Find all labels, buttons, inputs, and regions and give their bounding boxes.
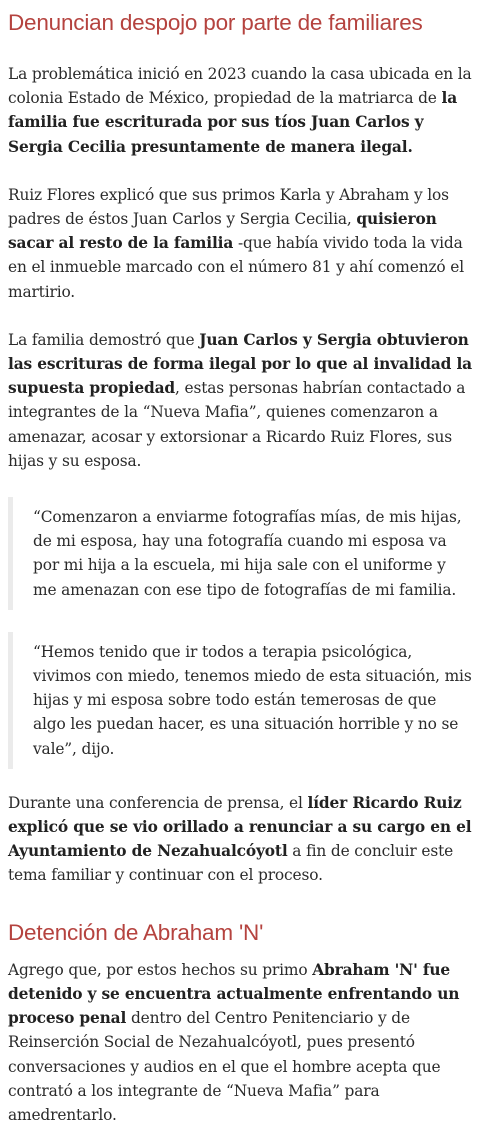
paragraph-bold-text: Juan Carlos y Sergia obtuvieron las escrituras de forma ilegal por lo que al invalidad la supuesta propiedad xyxy=(8,330,472,398)
paragraph-text: -que había vivido toda la vida en el inmueble marcado con el número 81 y ahí comenzó el martirio. xyxy=(8,234,465,301)
paragraph-text: La problemática inició en 2023 cuando la casa ubicada en la colonia Estado de México, propiedad de la matriarca de xyxy=(8,65,472,108)
paragraph-text: dentro del Centro Penitenciario y de Reinserción Social de Nezahualcóyotl, pues presentó conversaciones y audios en el que el hombre acepta que contrató a los integrante de “Nueva Mafia” para amedrentarlo. xyxy=(8,1009,441,1124)
paragraph-text: Ruiz Flores explicó que sus primos Karla y Abraham y los padres de éstos Juan Carlos y Sergia Cecilia, xyxy=(8,185,449,229)
paragraph-text: , estas personas habrían contactado a integrantes de la “Nueva Mafia”, quienes comenzaron a amenazar, acosar y extorsionar a Ricardo Ruiz Flores, sus hijas y su esposa. xyxy=(8,379,466,470)
paragraph-text: Agrego que, por estos hechos su primo xyxy=(8,960,313,979)
blockquote-fotografias xyxy=(8,497,479,610)
paragraph-bold-text: Abraham 'N' fue detenido y se encuentra actualmente enfrentando un proceso penal xyxy=(8,960,460,1028)
paragraph-bold-text: la familia fue escriturada por sus tíos Juan Carlos y Sergia Cecilia presuntamente de manera ilegal. xyxy=(8,89,458,156)
paragraph-ruiz-flores xyxy=(8,183,479,304)
paragraph-conferencia xyxy=(8,791,479,888)
paragraph-text: Durante una conferencia de prensa, el xyxy=(8,793,308,812)
quote-text: “Comenzaron a enviarme fotografías mías, de mis hijas, de mi esposa, hay una fotografía cuando mi esposa va por mi hija a la escuela, mi hija sale con el uniforme y me amenazan con ese tipo de fotografías de mi familia. xyxy=(33,508,462,599)
paragraph-problematica xyxy=(8,62,479,159)
quote-text: “Hemos tenido que ir todos a terapia psicológica, vivimos con miedo, tenemos miedo de esta situación, mis hijas y mi esposa sobre todo están temerosas de que algo les puedan hacer, es una situación horrible y no se vale”, dijo. xyxy=(33,642,472,758)
paragraph-text: La familia demostró que xyxy=(8,330,200,349)
blockquote-terapia xyxy=(8,632,479,769)
section-heading-detencion: Detención de Abraham 'N' xyxy=(8,919,264,945)
section-heading-despojo: Denuncian despojo por parte de familiares xyxy=(8,10,423,35)
paragraph-bold-text: quisieron sacar al resto de la familia xyxy=(8,210,437,253)
paragraph-text: a fin de concluir este tema familiar y continuar con el proceso. xyxy=(8,842,454,885)
paragraph-detencion xyxy=(8,958,479,1127)
paragraph-bold-text: líder Ricardo Ruiz explicó que se vio orillado a renunciar a su cargo en el Ayuntamiento de Nezahualcóyotl xyxy=(8,793,472,861)
paragraph-familia-demostro xyxy=(8,328,479,473)
